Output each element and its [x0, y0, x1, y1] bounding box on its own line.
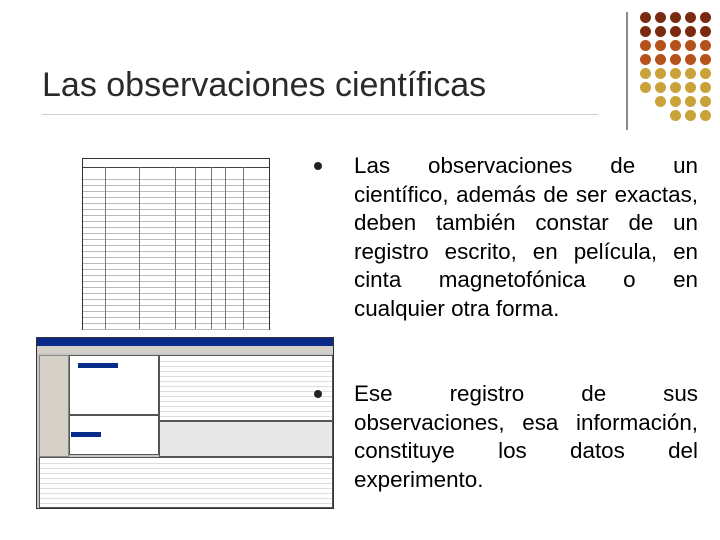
grid-line [160, 386, 332, 387]
decorative-dot [670, 54, 681, 65]
grid-line [160, 411, 332, 412]
screenshot-data-grid [159, 355, 333, 421]
decorative-dot [700, 12, 711, 23]
decorative-dot [655, 26, 666, 37]
grid-line [40, 498, 332, 499]
vertical-divider [626, 12, 628, 130]
decorative-dot [670, 68, 681, 79]
bullet-icon [314, 390, 322, 398]
decorative-dot [700, 68, 711, 79]
decorative-dot [655, 40, 666, 51]
bullet-item [354, 380, 698, 494]
bullet-item [354, 152, 698, 324]
grid-line [40, 463, 332, 464]
title-divider [42, 114, 598, 115]
decorative-dot [700, 54, 711, 65]
screenshot-menu-bar [37, 346, 333, 353]
decorative-dot [700, 26, 711, 37]
grid-line [40, 483, 332, 484]
bullet-icon [314, 162, 322, 170]
decorative-dot [700, 110, 711, 121]
grid-line [40, 488, 332, 489]
grid-line [160, 361, 332, 362]
software-screenshot-image [36, 337, 334, 509]
table-image-header [83, 159, 269, 168]
decorative-dot [640, 26, 651, 37]
screenshot-left-panel [39, 355, 69, 457]
decorative-dot [640, 68, 651, 79]
decorative-dot [640, 40, 651, 51]
decorative-dot [685, 12, 696, 23]
screenshot-bottom-table [39, 457, 333, 508]
grid-line [160, 396, 332, 397]
decorative-dot [670, 26, 681, 37]
decorative-dot [670, 96, 681, 107]
grid-line [40, 473, 332, 474]
table-image-row [83, 323, 269, 330]
table-image-column-line [105, 167, 106, 329]
table-image [82, 158, 270, 330]
decorative-dot [655, 12, 666, 23]
grid-line [160, 381, 332, 382]
grid-line [160, 366, 332, 367]
decorative-dot [670, 82, 681, 93]
decorative-dot [670, 40, 681, 51]
decorative-dot [640, 12, 651, 23]
table-image-column-line [211, 167, 212, 329]
decorative-dot [700, 82, 711, 93]
decorative-dot [685, 68, 696, 79]
decorative-dot [655, 68, 666, 79]
decorative-dot [685, 40, 696, 51]
decorative-dot [670, 12, 681, 23]
decorative-dot [640, 54, 651, 65]
decorative-dot [685, 26, 696, 37]
decorative-dot [685, 82, 696, 93]
screenshot-list-view [69, 415, 159, 455]
grid-line [160, 376, 332, 377]
decorative-dot [700, 40, 711, 51]
table-image-column-line [243, 167, 244, 329]
grid-line [40, 493, 332, 494]
decorative-dot [700, 96, 711, 107]
decorative-dot [655, 54, 666, 65]
decorative-dot [685, 54, 696, 65]
screenshot-title-bar [37, 338, 333, 346]
screenshot-web-panel [159, 421, 333, 457]
table-image-column-line [225, 167, 226, 329]
slide-title: Las observaciones científicas [42, 66, 487, 104]
decorative-dot [685, 110, 696, 121]
grid-line [160, 371, 332, 372]
grid-line [160, 416, 332, 417]
table-image-column-line [139, 167, 140, 329]
decorative-dot [670, 110, 681, 121]
decorative-dot [655, 82, 666, 93]
grid-line [160, 391, 332, 392]
grid-line [40, 468, 332, 469]
bullet-text: Las observaciones de un científico, además de ser exactas, deben también constar de un registro escrito, en película, en cinta magnetofónica o en cualquier otra forma. [354, 153, 698, 321]
decorative-dot [640, 82, 651, 93]
decorative-dot [685, 96, 696, 107]
grid-line [160, 406, 332, 407]
grid-line [40, 503, 332, 504]
grid-line [40, 478, 332, 479]
grid-line [160, 401, 332, 402]
bullet-text: Ese registro de sus observaciones, esa información, constituye los datos del experimento. [354, 381, 698, 492]
table-image-column-line [195, 167, 196, 329]
table-image-column-line [175, 167, 176, 329]
screenshot-tree-view [69, 355, 159, 415]
decorative-dot [655, 96, 666, 107]
